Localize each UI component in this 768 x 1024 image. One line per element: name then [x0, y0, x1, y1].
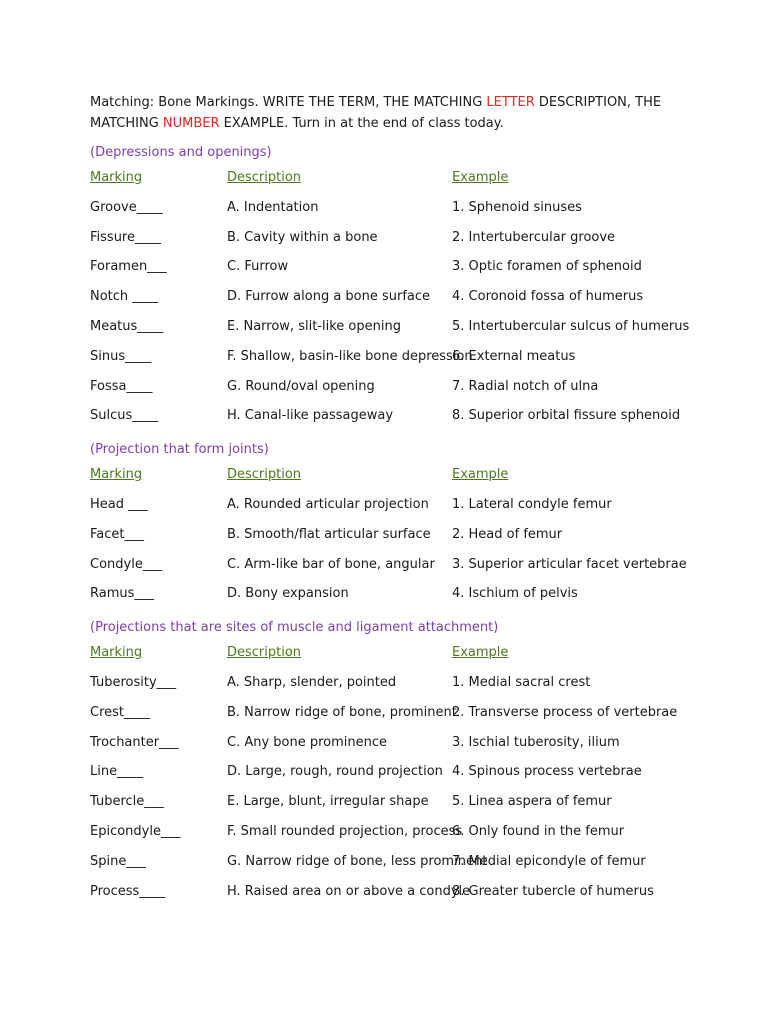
example-cell: 4. Coronoid fossa of humerus — [452, 289, 644, 305]
marking-cell: Notch ____ — [90, 289, 159, 305]
column-headers — [90, 638, 730, 668]
example-cell: 1. Lateral condyle femur — [452, 496, 612, 512]
description-cell: H. Canal-like passageway — [227, 408, 394, 424]
header-marking: Marking — [90, 467, 143, 483]
example-cell: 7. Medial epicondyle of femur — [452, 853, 646, 869]
description-cell: E. Narrow, slit-like opening — [227, 318, 401, 334]
matching-row — [90, 787, 730, 817]
marking-cell: Groove____ — [90, 199, 163, 215]
header-example: Example — [452, 645, 509, 661]
matching-row — [90, 252, 730, 282]
marking-cell: Sinus____ — [90, 348, 152, 364]
description-cell: D. Bony expansion — [227, 586, 349, 602]
header-marking: Marking — [90, 645, 143, 661]
matching-row — [90, 877, 730, 907]
section-title: (Projections that are sites of muscle and ligament attachment) — [90, 620, 499, 636]
instructions-letter-word: LETTER — [486, 95, 535, 110]
description-cell: D. Furrow along a bone surface — [227, 289, 431, 305]
matching-row — [90, 312, 730, 342]
example-cell: 4. Ischium of pelvis — [452, 586, 578, 602]
section-2 — [90, 440, 730, 609]
header-description: Description — [227, 170, 302, 185]
marking-cell: Tubercle___ — [90, 794, 164, 810]
example-cell: 1. Medial sacral crest — [452, 674, 591, 690]
example-cell: 3. Optic foramen of sphenoid — [452, 259, 642, 275]
example-cell: 4. Spinous process vertebrae — [452, 764, 642, 780]
worksheet — [90, 92, 730, 906]
marking-cell: Process____ — [90, 883, 166, 899]
instructions — [90, 92, 730, 134]
description-cell: F. Small rounded projection, process — [227, 823, 463, 839]
marking-cell: Tuberosity___ — [90, 674, 177, 690]
header-description: Description — [227, 467, 302, 483]
section-3 — [90, 618, 730, 906]
example-cell: 6. External meatus — [452, 348, 576, 364]
example-cell: 2. Transverse process of vertebrae — [452, 704, 678, 720]
description-cell: C. Furrow — [227, 259, 289, 275]
matching-row — [90, 550, 730, 580]
marking-cell: Epicondyle___ — [90, 823, 181, 839]
instructions-part3: EXAMPLE. Turn in at the end of class today. — [219, 116, 504, 131]
matching-row — [90, 282, 730, 312]
matching-row — [90, 223, 730, 253]
description-cell: B. Cavity within a bone — [227, 229, 378, 245]
section-title: (Projection that form joints) — [90, 442, 269, 458]
sections-container — [90, 143, 730, 906]
description-cell: A. Sharp, slender, pointed — [227, 674, 397, 690]
example-cell: 5. Linea aspera of femur — [452, 794, 612, 810]
example-cell: 8. Greater tubercle of humerus — [452, 883, 654, 899]
matching-row — [90, 728, 730, 758]
marking-cell: Line____ — [90, 764, 144, 780]
instructions-part1: Matching: Bone Markings. WRITE THE TERM, THE MATCHING — [90, 95, 487, 110]
matching-row — [90, 342, 730, 372]
description-cell: A. Indentation — [227, 199, 319, 215]
description-cell: D. Large, rough, round projection — [227, 764, 443, 780]
matching-row — [90, 668, 730, 698]
description-cell: C. Any bone prominence — [227, 734, 388, 750]
matching-row — [90, 817, 730, 847]
description-cell: F. Shallow, basin-like bone depression — [227, 348, 473, 364]
marking-cell: Foramen___ — [90, 259, 167, 275]
matching-row — [90, 698, 730, 728]
marking-cell: Condyle___ — [90, 556, 163, 572]
header-example: Example — [452, 467, 509, 483]
example-cell: 8. Superior orbital fissure sphenoid — [452, 408, 681, 424]
section-1 — [90, 143, 730, 431]
matching-row — [90, 520, 730, 550]
marking-cell: Facet___ — [90, 526, 144, 542]
matching-row — [90, 579, 730, 609]
matching-row — [90, 757, 730, 787]
marking-cell: Sulcus____ — [90, 408, 159, 424]
description-cell: G. Narrow ridge of bone, less prominent — [227, 853, 488, 869]
description-cell: B. Smooth/flat articular surface — [227, 526, 431, 542]
description-cell: H. Raised area on or above a condyle — [227, 883, 471, 899]
marking-cell: Ramus___ — [90, 586, 154, 602]
instructions-part2: DESCRIPTION, THE MATCHING — [90, 95, 662, 131]
matching-row — [90, 401, 730, 431]
marking-cell: Spine___ — [90, 853, 146, 869]
matching-row — [90, 847, 730, 877]
example-cell: 2. Intertubercular groove — [452, 229, 616, 245]
matching-row — [90, 193, 730, 223]
instructions-number-word: NUMBER — [162, 116, 220, 131]
example-cell: 3. Superior articular facet vertebrae — [452, 556, 687, 572]
example-cell: 7. Radial notch of ulna — [452, 378, 599, 394]
example-cell: 2. Head of femur — [452, 526, 563, 542]
matching-row — [90, 372, 730, 402]
description-cell: E. Large, blunt, irregular shape — [227, 794, 429, 810]
marking-cell: Trochanter___ — [90, 734, 179, 750]
header-example: Example — [452, 170, 509, 185]
header-description: Description — [227, 645, 302, 661]
description-cell: A. Rounded articular projection — [227, 496, 429, 512]
column-headers — [90, 460, 730, 490]
column-headers — [90, 163, 730, 193]
description-cell: C. Arm-like bar of bone, angular — [227, 556, 435, 572]
header-marking: Marking — [90, 170, 143, 185]
example-cell: 6. Only found in the femur — [452, 823, 625, 839]
section-title: (Depressions and openings) — [90, 145, 272, 160]
marking-cell: Fossa____ — [90, 378, 153, 394]
marking-cell: Crest____ — [90, 704, 151, 720]
marking-cell: Head ___ — [90, 496, 148, 512]
example-cell: 3. Ischial tuberosity, ilium — [452, 734, 620, 750]
description-cell: B. Narrow ridge of bone, prominent — [227, 704, 457, 720]
marking-cell: Fissure____ — [90, 229, 161, 245]
marking-cell: Meatus____ — [90, 318, 164, 334]
matching-row — [90, 490, 730, 520]
example-cell: 1. Sphenoid sinuses — [452, 199, 582, 215]
example-cell: 5. Intertubercular sulcus of humerus — [452, 318, 690, 334]
description-cell: G. Round/oval opening — [227, 378, 375, 394]
